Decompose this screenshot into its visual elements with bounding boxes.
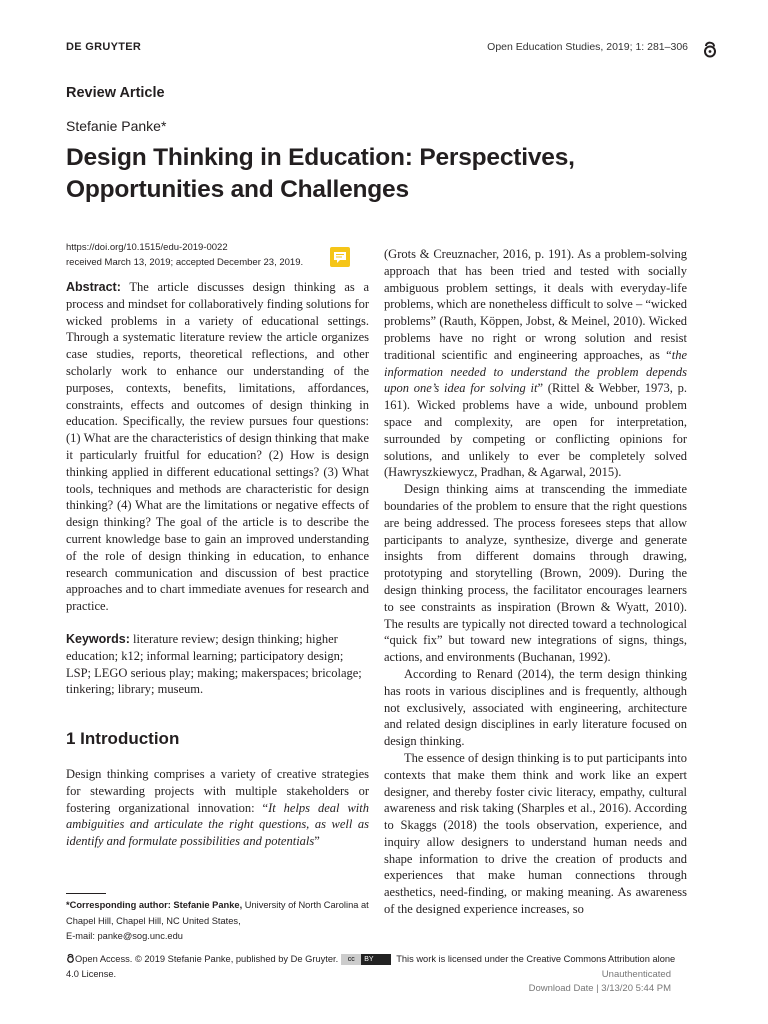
introduction-text bbox=[66, 766, 369, 850]
abstract-text: The article discusses design thinking as a process and mindset for collaboratively finding solutions for wicked problems in a variety of educational settings. Through a systematic literature review the article organizes case studies, reports, theoretical reflections, and other scholarly work to enhance our understanding of the purposes, contexts, benefits, limitations, affordances, constraints, effects and outcomes of design thinking in education. Specifically, the review pursues four questions: (1) What are the characteristics of design thinking that make it particularly fruitful for education? (2) How is design thinking applied in different educational settings? (3) What tools, techniques and methods are characteristic for design thinking? (4) What are the limitations or negative effects of design thinking? The goal of the article is to describe the current knowledge base to gain an improved understanding of the role of design thinking in education, to enhance research communication and discussion of best practice approaches and to chart immediate avenues for research and practice. bbox=[66, 280, 370, 614]
footnote-affiliation: University of North Carolina at Chapel Hill, Chapel Hill, NC United States, bbox=[66, 900, 369, 926]
doi-link[interactable]: https://doi.org/10.1515/edu-2019-0022 bbox=[66, 242, 228, 253]
abstract-label: Abstract: bbox=[66, 280, 121, 294]
footnote-divider bbox=[66, 893, 106, 894]
article-type: Review Article bbox=[66, 85, 165, 101]
keywords-text: literature review; design thinking; higher education; k12; informal learning; participatory design; LSP; LEGO serious play; making; makerspaces; bricolage; tinkering; library; museum. bbox=[66, 632, 362, 697]
abstract bbox=[66, 279, 369, 615]
journal-reference: Open Education Studies, 2019; 1: 281–306 bbox=[487, 41, 688, 53]
intro-quote: It helps deal with ambiguities and articulate the right questions, as well as identify and formulate possibilities and potentials bbox=[66, 800, 369, 849]
footnote-email[interactable]: E-mail: panke@sog.unc.edu bbox=[66, 931, 183, 941]
license-text-b: This work is licensed under the Creative Commons Attribution alone 4.0 License. bbox=[66, 954, 676, 979]
rc-p1-quote: the information needed to understand the problem depends upon one’s idea for solving it bbox=[384, 347, 687, 396]
cc-by-badge[interactable]: cc BY bbox=[341, 954, 391, 965]
watermark-line1: Unauthenticated bbox=[601, 969, 671, 980]
comment-icon[interactable] bbox=[330, 247, 350, 267]
right-column bbox=[384, 246, 687, 918]
rc-p3: According to Renard (2014), the term design thinking has roots in various disciplines and is frequently, although not exclusively, associated with engineering, architecture and related design disciplines in early literature focused on design thinking. bbox=[384, 666, 687, 749]
section-heading-introduction: 1 Introduction bbox=[66, 729, 180, 748]
footnote-label: *Corresponding author: Stefanie Panke, bbox=[66, 900, 243, 910]
open-access-icon bbox=[702, 40, 718, 58]
doi-block bbox=[66, 240, 303, 270]
title-line-1: Design Thinking in Education: Perspectives, bbox=[66, 144, 575, 171]
keywords bbox=[66, 631, 369, 698]
open-access-icon bbox=[66, 953, 75, 963]
title-line-2: Opportunities and Challenges bbox=[66, 176, 409, 203]
intro-quote-end: ” bbox=[314, 834, 320, 849]
publisher-logo: DE GRUYTER bbox=[66, 41, 142, 53]
intro-text-start: Design thinking comprises a variety of creative strategies for stewarding projects with multiple stakeholders or fostering organizational innovation: “ bbox=[66, 767, 369, 815]
rc-p1-b: ” (Rittel & Webber, 1973, p. 161). Wicked problems have a wide, unbound problem space and complexity, are open for interpretation, surrounded by competing or conflicting opinions for solutions, and unlikely to ever be completely solved (Hawryszkiewycz, Pradhan, & Agarwal, 2015). bbox=[384, 381, 687, 480]
rc-p4: The essence of design thinking is to put participants into contexts that make them think and work like an expert designer, and thereby foster civic literacy, empathy, cultural awareness and risk taking (Sharples et al., 2016). According to Skaggs (2018) the tools observation, experience, and inquiry allow designers to understand human needs and shape information to drive the creation of products and experiences that make human connections through aesthetics, need-finding, or making meaning. As awareness of the designed experience increases, so bbox=[384, 750, 687, 917]
download-watermark bbox=[529, 968, 671, 996]
footnote bbox=[66, 898, 376, 945]
rc-p2: Design thinking aims at transcending the immediate boundaries of the problem to ensure that the right questions are being addressed. The process foresees steps that allow participants to analyze, synthesize, diverge and generate insights from different domains through drawing, prototyping and storytelling (Brown, 2009). During the design thinking process, the facilitator encourages learners to see constraints as inspiration (Brown & Wyatt, 2010). The results are typically not directed toward a technological “quick fix” but toward new integrations of signs, things, actions, and environments (Buchanan, 1992). bbox=[384, 482, 687, 665]
rc-p1-a: (Grots & Creuznacher, 2016, p. 191). As a problem-solving approach that has been tried and tested with socially ambiguous problem settings, it deals with everyday-life problems, which are nonetheless difficult to solve – “wicked problems” (Rauth, Köppen, Jobst, & Meinel, 2010). Wicked problems have no right or wrong solution and resist traditional scientific and engineering approaches, as “ bbox=[384, 247, 687, 362]
keywords-label: Keywords: bbox=[66, 632, 130, 646]
cc-badge-label: BY bbox=[364, 956, 374, 964]
watermark-line2: Download Date | 3/13/20 5:44 PM bbox=[528, 983, 671, 994]
dates: received March 13, 2019; accepted December 23, 2019. bbox=[66, 257, 304, 268]
article-title bbox=[66, 142, 686, 206]
license-text-a: Open Access. © 2019 Stefanie Panke, published by De Gruyter. bbox=[75, 954, 339, 964]
author-name: Stefanie Panke* bbox=[66, 118, 167, 134]
